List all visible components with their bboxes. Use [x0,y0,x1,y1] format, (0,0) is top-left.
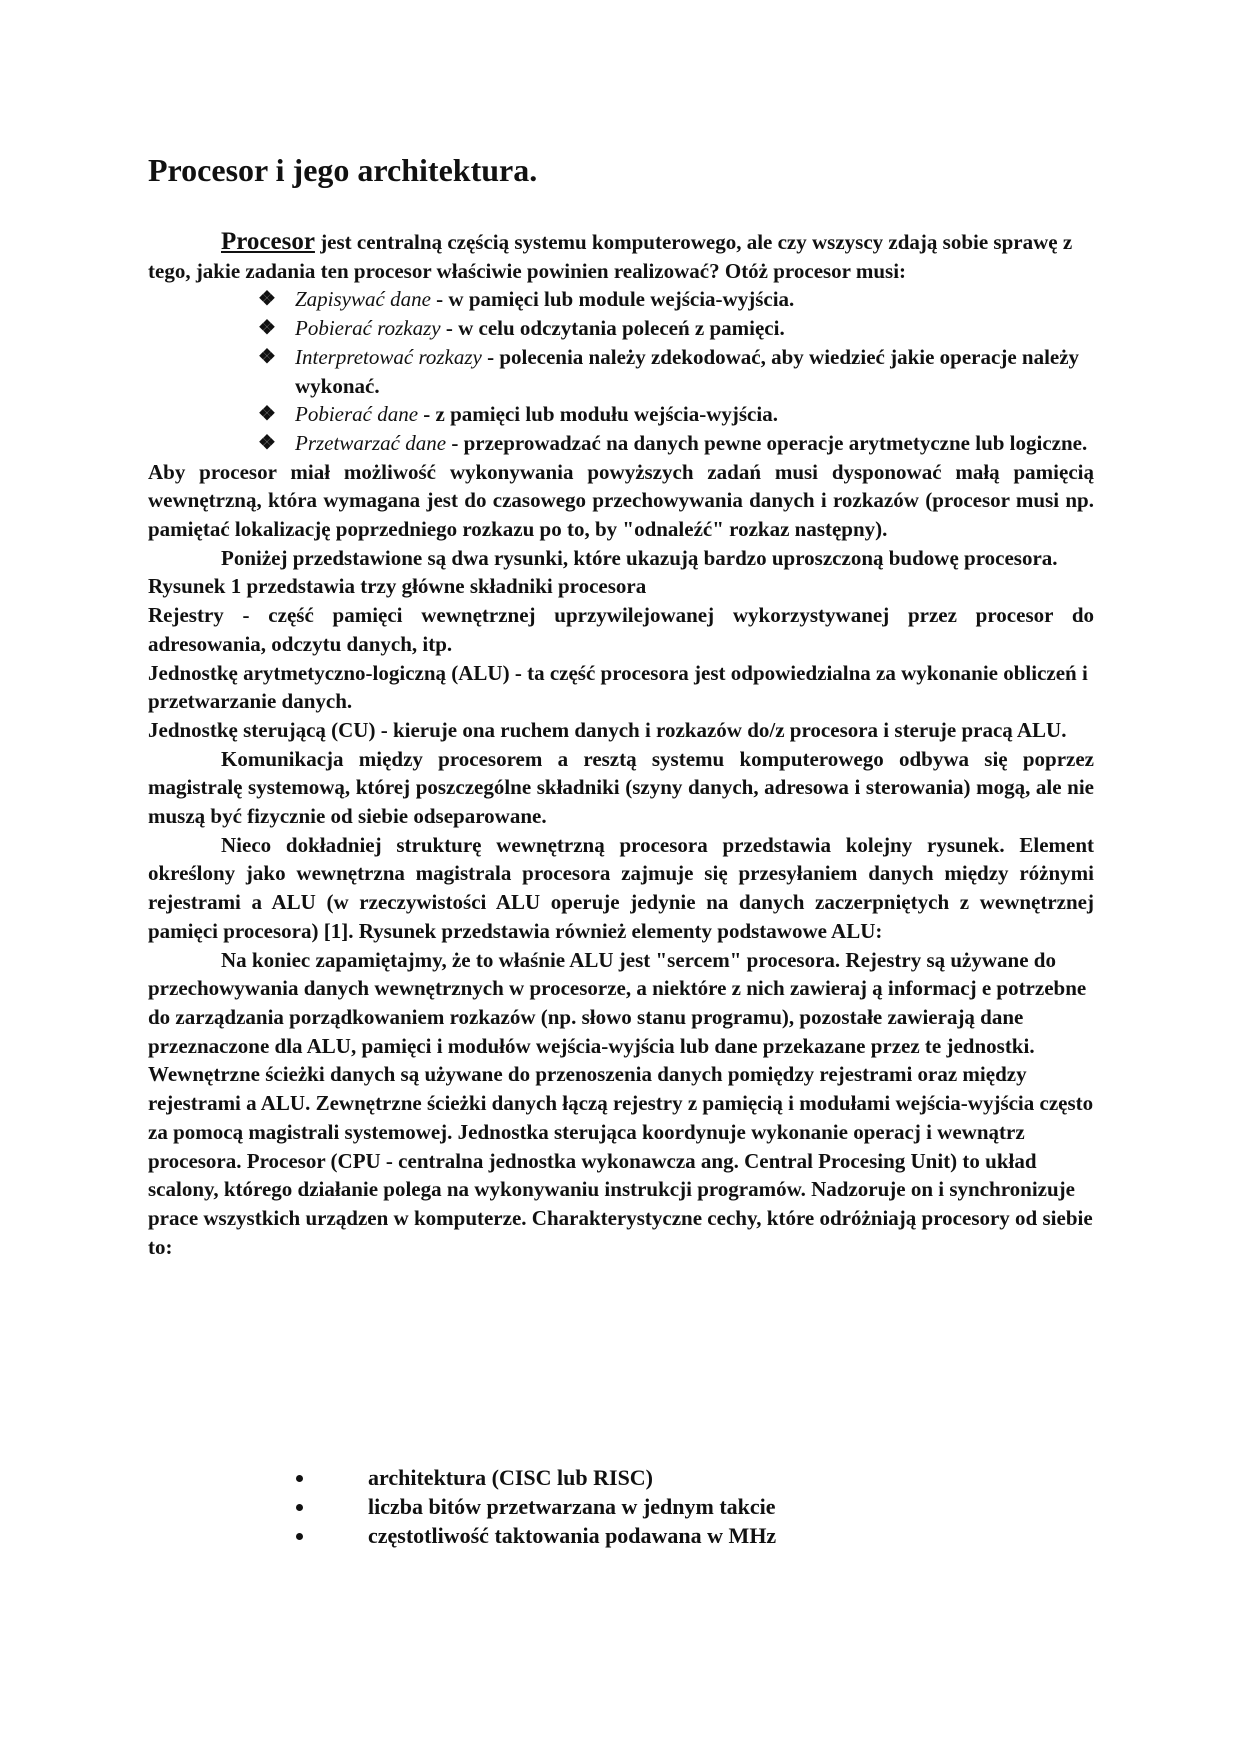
diamond-bullet-icon: ❖ [258,431,276,454]
paragraph-bus: Komunikacja między procesorem a resztą systemu komputerowego odbywa się poprzez magistralę systemową, której poszczególne składniki (szyny danych, adresowa i sterowania) mogą, ale nie muszą być fizycznie od siebie odseparowane. [148,746,1094,829]
diamond-bullet-icon: ❖ [258,403,276,426]
list-item [258,285,1094,314]
paragraph-summary: Na koniec zapamiętajmy, że to właśnie ALU jest "sercem" procesora. Rejestry są używane do przechowywania danych wewnętrznych w procesorze, a niektóre z nich zawieraj ą informacj e potrzebne do zarządzania porządkowaniem rozkazów (np. słowo stanu programu), pozostałe zawierają dane przeznaczone dla ALU, pamięci i modułów wejścia-wyjścia lub dane przekazane przez te jednostki. Wewnętrzne ścieżki danych są używane do przenoszenia danych pomiędzy rejestrami oraz między rejestrami a ALU. Zewnętrzne ścieżki danych łączą rejestry z pamięcią i modułami wejścia-wyjścia często za pomocą magistrali systemowej. Jednostka sterująca koordynuje wykonanie operacj i wewnątrz procesora. Procesor (CPU - centralna jednostka wykonawcza ang. Central Procesing Unit) to układ scalony, którego działanie polega na wykonywaniu instrukcji programów. Nadzoruje on i synchronizuje prace wszystkich urządzen w komputerze. Charakterystyczne cechy, które odróżniają procesory od siebie to: [148,947,1094,1259]
task-desc: - polecenia należy zdekodować, aby wiedzieć jakie operacje należy wykonać. [295,344,1080,398]
feature-text: liczba bitów przetwarzana w jednym takcie [368,1494,776,1519]
task-desc: - z pamięci lub modułu wejścia-wyjścia. [418,402,778,427]
list-item [258,429,1094,458]
task-desc: - przeprowadzać na danych pewne operacje arytmetyczne lub logiczne. [446,430,1088,455]
feature-list [148,1463,1096,1550]
list-item [296,1492,1096,1521]
document-body [148,228,1094,1261]
paragraph-cu: Jednostkę sterującą (CU) - kieruje ona ruchem danych i rozkazów do/z procesora i steruje pracą ALU. [148,717,1067,742]
intro-text: jest centralną częścią systemu komputerowego, ale czy wszyscy zdają sobie sprawę z tego, jakie zadania ten procesor właściwie powinien realizować? Otóż procesor musi: [148,230,1073,283]
bullet-dot-icon [296,1504,303,1511]
paragraph-alu: Jednostkę arytmetyczno-logiczną (ALU) - ta część procesora jest odpowiedzialna za wykonanie obliczeń i przetwarzanie danych. [148,660,1088,714]
feature-text: częstotliwość taktowania podawana w MHz [368,1523,777,1548]
diamond-bullet-icon: ❖ [258,345,276,368]
task-term: Zapisywać dane [295,287,431,312]
list-item [258,400,1094,429]
list-item [258,343,1094,400]
paragraph-figures: Poniżej przedstawione są dwa rysunki, które ukazują bardzo uproszczoną budowę procesora. Rysunek 1 przedstawia trzy główne składniki procesora [148,545,1058,599]
paragraph-memory: Aby procesor miał możliwość wykonywania powyższych zadań musi dysponować małą pamięcią wewnętrzną, która wymagana jest do czasowego przechowywania danych i rozkazów (procesor musi np. pamiętać lokalizację poprzedniego rozkazu po to, by "odnaleźć" rozkaz następny). [148,459,1094,542]
intro-paragraph [148,228,1094,285]
paragraph-internal-structure: Nieco dokładniej strukturę wewnętrzną procesora przedstawia kolejny rysunek. Element określony jako wewnętrzna magistrala procesora zajmuje się przesyłaniem danych między różnymi rejestrami a ALU (w rzeczywistości ALU operuje jedynie na danych zaczerpniętych z wewnętrznej pamięci procesora) [1]. Rysunek przedstawia również elementy podstawowe ALU: [148,832,1094,943]
feature-text: architektura (CISC lub RISC) [368,1465,654,1490]
list-item [296,1463,1096,1492]
diamond-bullet-icon: ❖ [258,317,276,340]
task-term: Pobierać dane [295,402,419,427]
task-list [148,285,1094,457]
bullet-dot-icon [296,1475,303,1482]
task-term: Pobierać rozkazy [295,316,441,341]
bullet-dot-icon [296,1533,303,1540]
task-term: Interpretować rozkazy [295,344,482,369]
list-item [258,314,1094,343]
list-item [296,1521,1096,1550]
intro-lead-term: Procesor [221,228,315,255]
diamond-bullet-icon: ❖ [258,288,276,311]
task-term: Przetwarzać dane [295,430,447,455]
task-desc: - w pamięci lub module wejścia-wyjścia. [430,287,795,312]
paragraph-registers: Rejestry - część pamięci wewnętrznej uprzywilejowanej wykorzystywanej przez procesor do adresowania, odczytu danych, itp. [148,603,1094,656]
task-desc: - w celu odczytania poleceń z pamięci. [440,316,785,341]
page-title: Procesor i jego architektura. [148,152,538,188]
